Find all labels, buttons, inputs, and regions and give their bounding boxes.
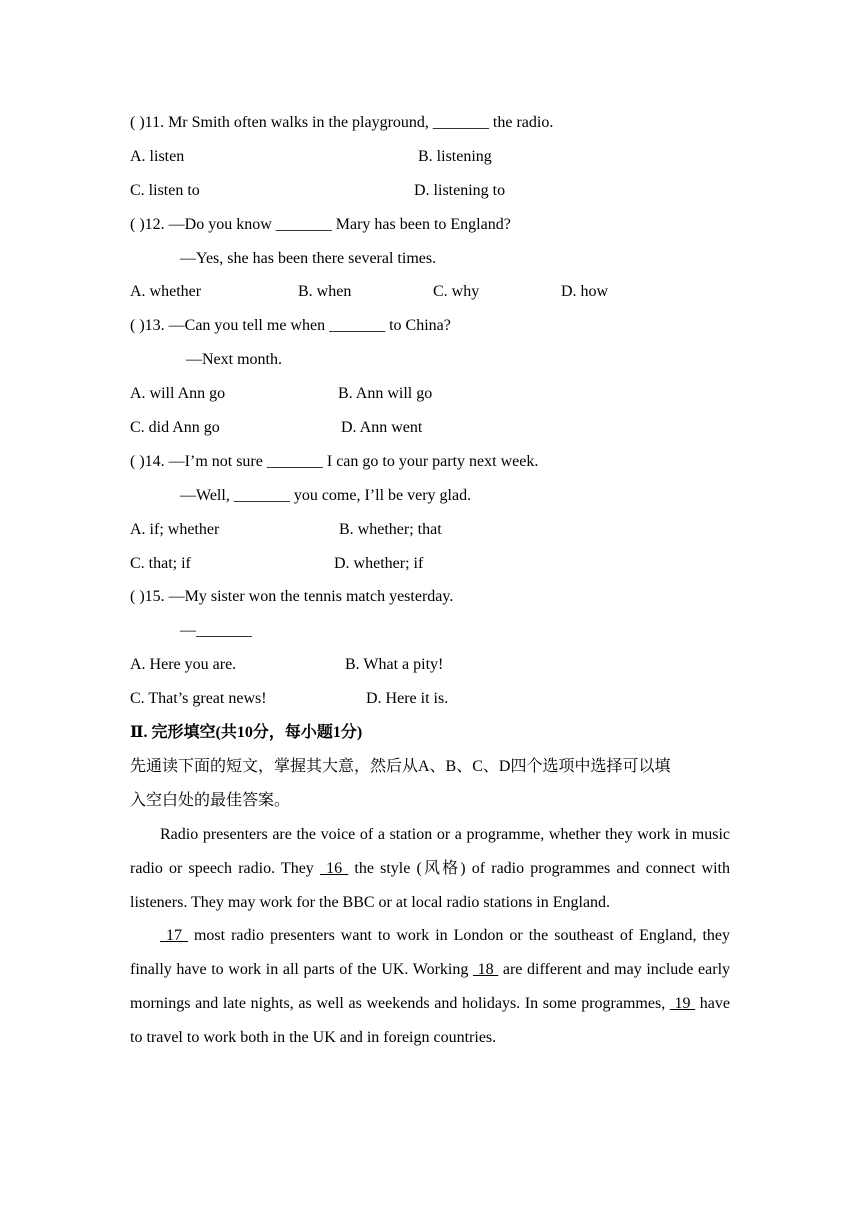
- question-14-options-row1: [130, 513, 730, 547]
- option-c: C. listen to: [130, 181, 200, 199]
- option-c: C. why: [433, 283, 480, 301]
- question-15-options-row1: [130, 648, 730, 682]
- question-15-reply: —_______: [180, 622, 252, 640]
- section-2-heading: Ⅱ. 完形填空(共10分，每小题1分): [130, 724, 363, 742]
- option-a: A. will Ann go: [130, 385, 226, 403]
- blank-19: 19: [669, 995, 696, 1013]
- option-a: A. whether: [130, 283, 202, 301]
- exam-page: [130, 106, 730, 1055]
- question-13-options-row1: [130, 377, 730, 411]
- blank-16: 16: [319, 859, 349, 877]
- passage-paragraph-2: 17 most radio presenters want to work in London or the southeast of England, they finally have to work in all parts of the UK. Working 18 are different and may include early mornings and late nights, as well as weekends and holidays. In some programmes, 19 have to travel to work both in the UK and in foreign countries.: [130, 927, 731, 1047]
- option-a: A. listen: [130, 147, 185, 165]
- section-2-instruction-line-2: 入空白处的最佳答案。: [130, 791, 291, 809]
- question-14-stem: ( )14. —I’m not sure _______ I can go to your party next week.: [130, 452, 539, 470]
- option-a: A. if; whether: [130, 520, 220, 538]
- question-11-options-row1: [130, 140, 730, 174]
- option-c: C. that; if: [130, 554, 191, 572]
- question-13-options-row2: [130, 411, 730, 445]
- option-d: D. how: [561, 283, 609, 301]
- question-12-reply: —Yes, she has been there several times.: [180, 249, 437, 267]
- option-b: B. whether; that: [339, 520, 442, 538]
- option-b: B. listening: [418, 147, 492, 165]
- blank-17: 17: [160, 927, 188, 945]
- option-d: D. Ann went: [341, 419, 423, 437]
- question-15-stem: ( )15. —My sister won the tennis match yesterday.: [130, 588, 454, 606]
- option-a: A. Here you are.: [130, 656, 237, 674]
- question-14-options-row2: [130, 547, 730, 581]
- question-12-options: [130, 275, 730, 309]
- option-d: D. Here it is.: [366, 690, 449, 708]
- passage-paragraph-1: Radio presenters are the voice of a station or a programme, whether they work in music radio or speech radio. They 16 the style (风格) of radio programmes and connect with listeners. They may work for the BBC or at local radio stations in England.: [130, 825, 731, 911]
- option-d: D. whether; if: [334, 554, 424, 572]
- question-15-options-row2: [130, 682, 730, 716]
- option-c: C. That’s great news!: [130, 690, 267, 708]
- question-11-stem: ( )11. Mr Smith often walks in the playground, _______ the radio.: [130, 114, 554, 131]
- section-2-instruction-line-1: 先通读下面的短文，掌握其大意，然后从A、B、C、D四个选项中选择可以填: [130, 757, 671, 775]
- question-13-reply: —Next month.: [186, 351, 282, 369]
- question-14-reply: —Well, _______ you come, I’ll be very glad.: [180, 486, 472, 504]
- blank-18: 18: [472, 961, 499, 979]
- option-d: D. listening to: [414, 181, 506, 199]
- question-11-options-row2: [130, 174, 730, 208]
- question-12-stem: ( )12. —Do you know _______ Mary has been to England?: [130, 215, 511, 233]
- question-13-stem: ( )13. —Can you tell me when _______ to China?: [130, 317, 451, 335]
- option-b: B. when: [298, 283, 352, 301]
- option-c: C. did Ann go: [130, 419, 220, 437]
- option-b: B. What a pity!: [345, 656, 444, 674]
- option-b: B. Ann will go: [338, 385, 433, 403]
